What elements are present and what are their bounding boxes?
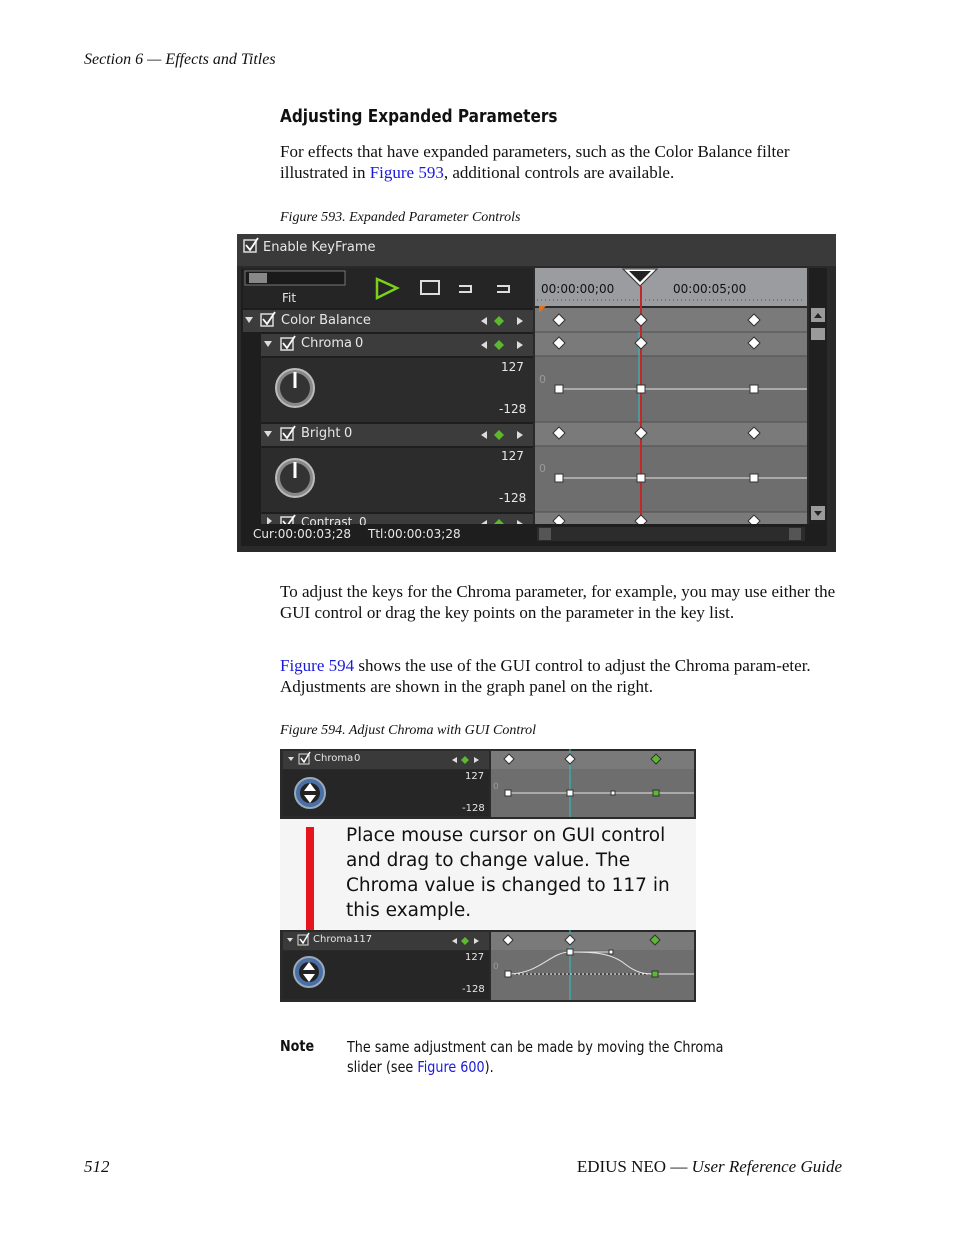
- note-text-2: ).: [484, 1058, 494, 1076]
- zoom-fit-dropdown[interactable]: Fit: [282, 291, 297, 305]
- figure-594-link[interactable]: Figure 594: [280, 656, 355, 675]
- current-time: Cur:00:00:03;28: [253, 527, 351, 541]
- bottom-min: -128: [462, 984, 485, 995]
- bright-zero: 0: [539, 462, 546, 475]
- chroma-max: 127: [501, 360, 524, 374]
- top-zero: 0: [493, 782, 499, 792]
- footer-guide: User Reference Guide: [691, 1157, 842, 1176]
- track-chroma[interactable]: Chroma: [301, 336, 352, 351]
- chroma-zero: 0: [539, 373, 546, 386]
- timecode-mark: 00:00:05;00: [673, 282, 747, 296]
- bright-max: 127: [501, 449, 524, 463]
- chroma-min: -128: [499, 402, 527, 416]
- bottom-chroma-value: 117: [353, 934, 373, 945]
- section-header: Section 6 — Effects and Titles: [84, 51, 276, 68]
- total-time: Ttl:00:00:03;28: [368, 527, 461, 541]
- top-max: 127: [465, 771, 485, 782]
- track-bright[interactable]: Bright: [301, 426, 341, 441]
- bright-min: -128: [499, 491, 527, 505]
- chroma-value: 0: [355, 336, 364, 351]
- bottom-zero: 0: [493, 962, 499, 972]
- page-number: 512: [84, 1157, 110, 1176]
- intro-text-2: , additional controls are available.: [443, 163, 675, 182]
- section-heading: Adjusting Expanded Parameters: [280, 106, 558, 127]
- top-chroma-value: 0: [354, 753, 361, 764]
- paragraph-figure-594: [280, 655, 840, 697]
- note-text-1: The same adjustment can be made by moving the Chroma slider (see: [347, 1038, 724, 1076]
- top-chroma-label[interactable]: Chroma: [314, 753, 354, 764]
- contrast-value: 0: [359, 515, 367, 525]
- bottom-chroma-label[interactable]: Chroma: [313, 934, 353, 945]
- callout-text: [346, 823, 686, 923]
- bottom-max: 127: [465, 952, 485, 963]
- timecode-start: 00:00:00;00: [541, 282, 615, 296]
- callout-line-3: Chroma value is changed to 117 in: [346, 875, 670, 896]
- footer-dash: —: [670, 1157, 688, 1176]
- figure-600-link[interactable]: Figure 600: [417, 1058, 485, 1076]
- intro-text-1: For effects that have expanded parameters, such as the Color Balance filter illustrated in: [280, 142, 790, 182]
- figure-594-caption: Figure 594. Adjust Chroma with GUI Control: [280, 723, 537, 738]
- callout-line-1: Place mouse cursor on GUI control: [346, 825, 666, 846]
- note-text: [347, 1037, 755, 1077]
- callout-line-2: and drag to change value. The: [346, 850, 631, 871]
- note-label: Note: [280, 1037, 315, 1055]
- intro-paragraph: [280, 141, 840, 183]
- footer-title: [577, 1157, 842, 1177]
- track-contrast[interactable]: Contrast: [301, 515, 353, 525]
- track-color-balance[interactable]: Color Balance: [281, 313, 371, 328]
- callout-line-4: this example.: [346, 900, 472, 921]
- figure-593-link[interactable]: Figure 593: [369, 163, 444, 182]
- expanded-parameter-controls-panel: [237, 234, 836, 552]
- bright-value: 0: [344, 426, 353, 441]
- top-min: -128: [462, 803, 485, 814]
- enable-keyframe-label[interactable]: Enable KeyFrame: [263, 240, 376, 255]
- paragraph-figure-594-text: shows the use of the GUI control to adjust the Chroma param-eter. Adjustments are shown in the graph panel on the right.: [280, 656, 811, 696]
- paragraph-keys: To adjust the keys for the Chroma parameter, for example, you may use either the GUI control or drag the key points on the parameter in the key list.: [280, 582, 836, 622]
- footer-product: EDIUS NEO: [576, 1157, 667, 1176]
- figure-593-caption: Figure 593. Expanded Parameter Controls: [280, 210, 521, 225]
